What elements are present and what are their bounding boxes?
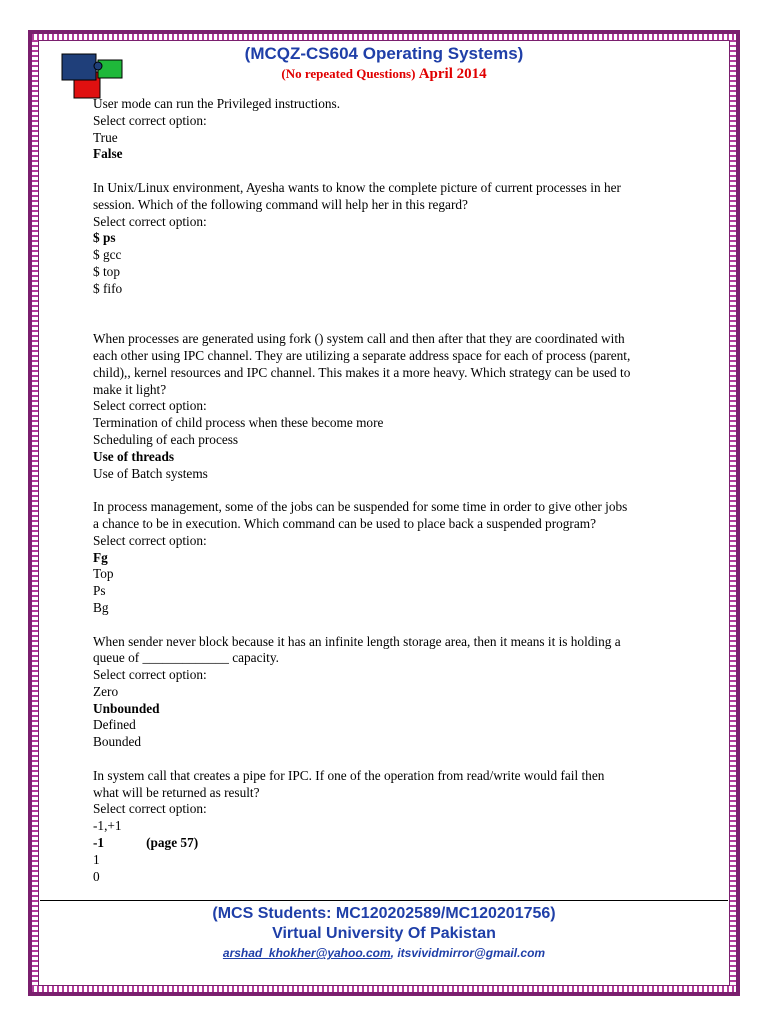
page-reference: (page 57) bbox=[146, 835, 199, 851]
question-text: child),, kernel resources and IPC channel. This makes it a more heavy. Which strategy can be used to bbox=[93, 364, 631, 380]
option-text: Scheduling of each process bbox=[93, 431, 239, 447]
option-text: $ gcc bbox=[93, 247, 122, 263]
correct-option bbox=[93, 550, 733, 567]
option-text: $ fifo bbox=[93, 280, 123, 296]
select-prompt: Select correct option: bbox=[93, 801, 207, 817]
page-header bbox=[0, 44, 768, 83]
option bbox=[93, 734, 733, 751]
select-prompt: Select correct option: bbox=[93, 667, 207, 683]
doc-subtitle bbox=[0, 66, 768, 83]
option bbox=[93, 818, 733, 835]
option bbox=[93, 247, 733, 264]
correct-option bbox=[93, 835, 733, 852]
question-text: When processes are generated using fork () system call and then after that they are coordinated with bbox=[93, 331, 625, 347]
page-footer bbox=[0, 904, 768, 961]
option-text: Defined bbox=[93, 717, 136, 733]
subtitle-note: (No repeated Questions) bbox=[281, 66, 419, 81]
option-text: Bg bbox=[93, 599, 109, 615]
question-list bbox=[93, 96, 733, 902]
question-text: make it light? bbox=[93, 381, 167, 397]
option-text: Zero bbox=[93, 683, 119, 699]
email-separator: , bbox=[390, 946, 398, 960]
correct-option bbox=[93, 230, 733, 247]
correct-option bbox=[93, 701, 733, 718]
option-text: Bounded bbox=[93, 734, 142, 750]
option bbox=[93, 281, 733, 298]
question-text: what will be returned as result? bbox=[93, 784, 260, 800]
question-block bbox=[93, 180, 733, 298]
option-text: Ps bbox=[93, 583, 106, 599]
email-link-1[interactable]: arshad_khokher@yahoo.com bbox=[222, 946, 391, 960]
option bbox=[93, 415, 733, 432]
footer-students: (MCS Students: MC120202589/MC120201756) bbox=[212, 905, 556, 922]
footer-university: Virtual University Of Pakistan bbox=[272, 925, 496, 942]
option-text: 0 bbox=[93, 868, 100, 884]
question-text: each other using IPC channel. They are utilizing a separate address space for each of process (parent, bbox=[93, 347, 631, 363]
question-text: session. Which of the following command will help her in this regard? bbox=[93, 196, 468, 212]
question-text: In system call that creates a pipe for IPC. If one of the operation from read/write would fail then bbox=[93, 767, 605, 783]
select-prompt: Select correct option: bbox=[93, 398, 207, 414]
question-block bbox=[93, 499, 733, 617]
option-text: Fg bbox=[93, 549, 108, 565]
footer-contacts bbox=[0, 945, 768, 961]
option-text: 1 bbox=[93, 851, 100, 867]
option bbox=[93, 130, 733, 147]
option-text: $ top bbox=[93, 263, 120, 279]
option-text: False bbox=[93, 146, 123, 162]
option bbox=[93, 600, 733, 617]
option-text: Unbounded bbox=[93, 700, 160, 716]
email-2: itsvividmirror@gmail.com bbox=[397, 946, 546, 960]
option-text: $ ps bbox=[93, 230, 116, 246]
select-prompt: Select correct option: bbox=[93, 213, 207, 229]
option bbox=[93, 684, 733, 701]
correct-option bbox=[93, 146, 733, 163]
option-text: -1,+1 bbox=[93, 818, 122, 834]
correct-option bbox=[93, 449, 733, 466]
option-text: Use of Batch systems bbox=[93, 465, 208, 481]
option-text: Top bbox=[93, 566, 114, 582]
option-text: True bbox=[93, 129, 118, 145]
question-text: a chance to be in execution. Which command can be used to place back a suspended program? bbox=[93, 515, 596, 531]
option bbox=[93, 566, 733, 583]
question-text: When sender never block because it has an infinite length storage area, then it means it is holding a bbox=[93, 633, 621, 649]
option bbox=[93, 264, 733, 281]
question-text: User mode can run the Privileged instructions. bbox=[93, 96, 341, 111]
footer-divider bbox=[40, 900, 728, 901]
question-block bbox=[93, 331, 733, 482]
select-prompt: Select correct option: bbox=[93, 112, 207, 128]
question-text: In process management, some of the jobs can be suspended for some time in order to give other jobs bbox=[93, 499, 628, 515]
option bbox=[93, 466, 733, 483]
question-text: In Unix/Linux environment, Ayesha wants to know the complete picture of current processes in her bbox=[93, 179, 621, 195]
select-prompt: Select correct option: bbox=[93, 532, 207, 548]
option-text: -1 bbox=[93, 835, 105, 851]
option bbox=[93, 583, 733, 600]
doc-title: (MCQZ-CS604 Operating Systems) bbox=[244, 44, 524, 63]
option bbox=[93, 717, 733, 734]
question-text: queue of _____________ capacity. bbox=[93, 650, 279, 666]
subtitle-date: April 2014 bbox=[418, 66, 487, 82]
option bbox=[93, 869, 733, 886]
option-text: Termination of child process when these become more bbox=[93, 415, 384, 431]
option-text: Use of threads bbox=[93, 448, 175, 464]
option bbox=[93, 852, 733, 869]
option bbox=[93, 432, 733, 449]
question-block bbox=[93, 634, 733, 752]
question-block bbox=[93, 96, 733, 163]
question-block bbox=[93, 768, 733, 886]
